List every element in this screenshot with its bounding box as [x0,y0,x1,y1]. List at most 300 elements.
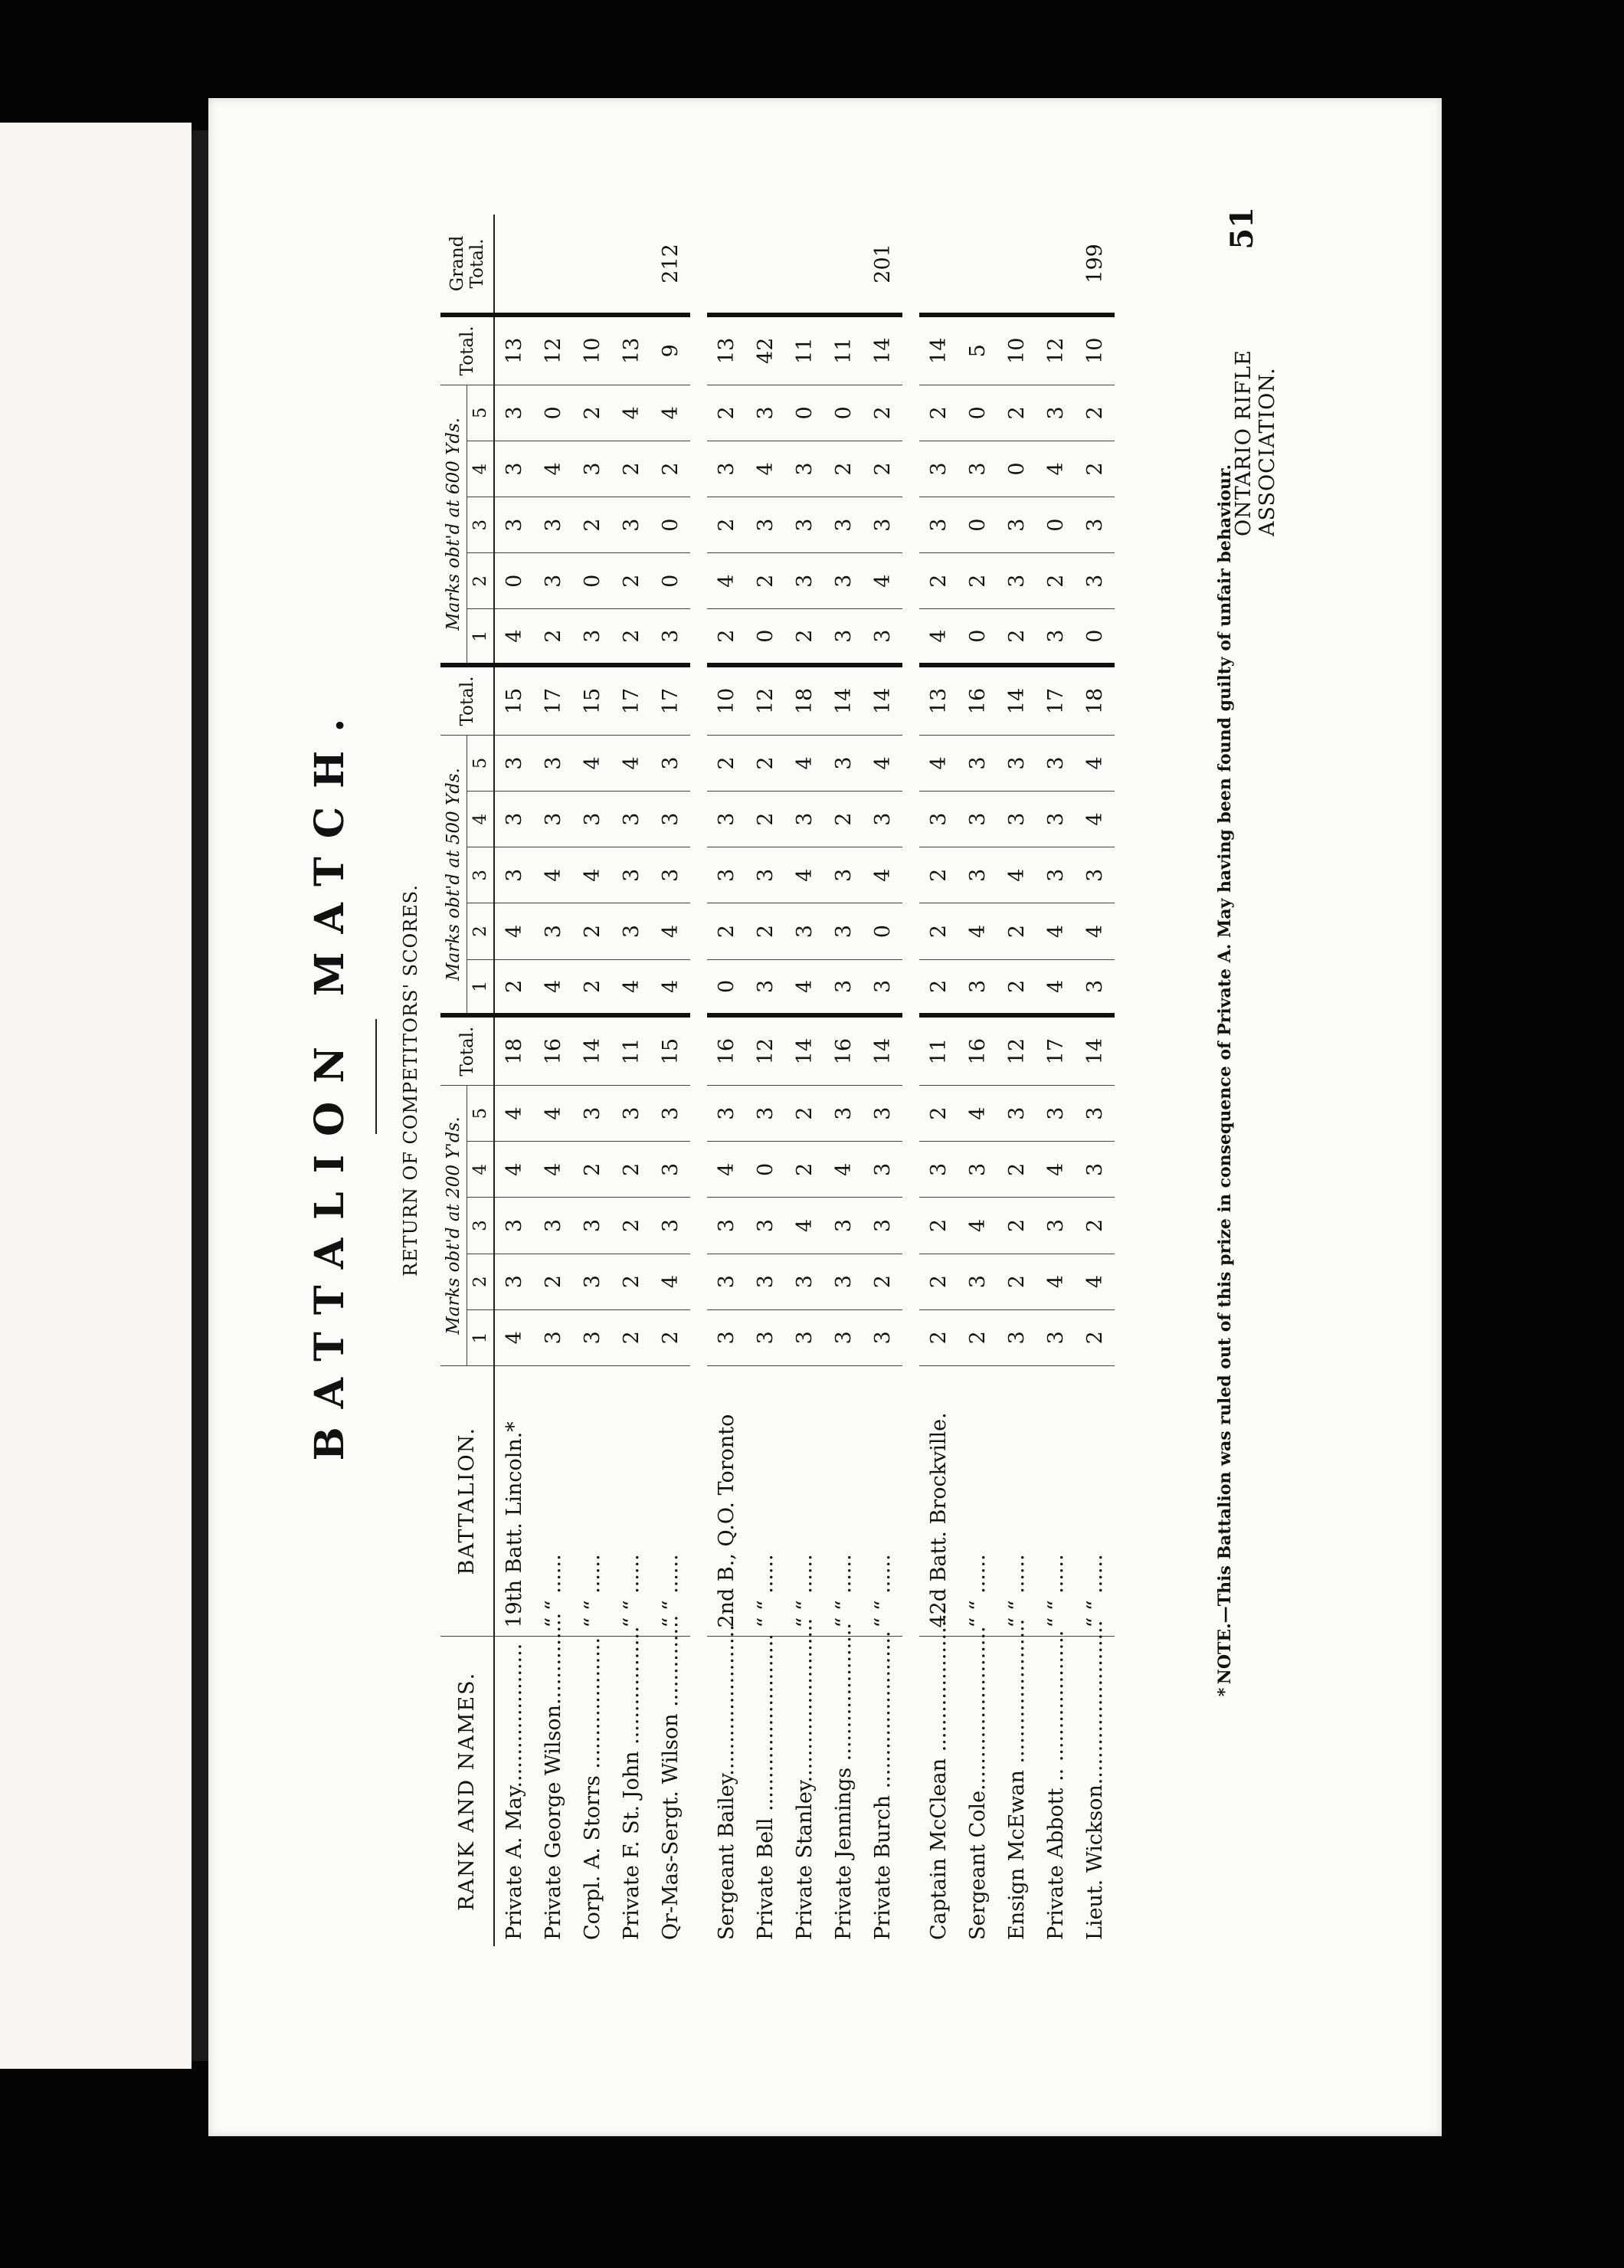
shot-score-cell: 3 [746,1198,785,1254]
range-total-cell: 15 [494,665,534,735]
shot-score-cell: 3 [707,1309,746,1365]
shot-score-cell: 3 [573,1198,612,1254]
grand-total-cell [494,215,534,315]
shot-score-cell: 0 [746,1142,785,1198]
competitor-name: Lieut. Wickson......................... [1083,1620,1107,1940]
shot-number-header-500-4: 4 [467,792,495,847]
shot-score-cell: 3 [958,847,997,903]
header-rank-names: RANK AND NAMES. [440,1636,494,1946]
competitor-name: Private Bell ........................... [754,1634,778,1940]
grand-total-cell [573,215,612,315]
shot-score-cell: 4 [1076,792,1115,847]
battalion-cell: “ “ ...... [573,1365,612,1636]
shot-score-cell: 2 [919,847,958,903]
footnote: * NOTE.—This Battalion was ruled out of this prize in consequence of Private A. May having been found guilty of unfair behaviour. [1215,464,1235,1697]
shot-score-cell: 2 [534,1254,573,1309]
shot-score-cell: 2 [707,609,746,665]
table-row [707,215,746,1946]
battalion-cell: “ “ ...... [863,1365,902,1636]
grand-total-cell [958,215,997,315]
shot-score-cell: 4 [651,385,690,441]
shot-score-cell: 3 [997,792,1036,847]
shot-score-cell: 4 [1076,735,1115,791]
shot-score-cell: 3 [612,847,651,903]
shot-score-cell: 4 [494,1142,534,1198]
grand-total-cell [1036,215,1076,315]
range-total-cell: 11 [919,1015,958,1085]
range-total-cell: 12 [746,665,785,735]
shot-score-cell: 3 [824,959,863,1015]
shot-score-cell: 2 [997,959,1036,1015]
shot-score-cell: 4 [651,903,690,959]
range-total-cell: 14 [573,1015,612,1085]
shot-score-cell: 2 [612,1309,651,1365]
shot-score-cell: 3 [707,1086,746,1142]
shot-score-cell: 4 [1036,441,1076,497]
shot-score-cell: 3 [1036,847,1076,903]
shot-score-cell: 2 [919,1198,958,1254]
header-total-600: Total. [440,315,494,385]
shot-score-cell: 3 [534,735,573,791]
shot-score-cell: 3 [997,1086,1036,1142]
shot-score-cell: 3 [651,847,690,903]
table-row [785,215,824,1946]
range-total-cell: 17 [534,665,573,735]
shot-score-cell: 2 [997,1254,1036,1309]
range-total-cell: 11 [824,315,863,385]
range-total-cell: 42 [746,315,785,385]
rotated-page-content [306,207,1302,1946]
shot-score-cell: 4 [997,847,1036,903]
competitor-name: Private A. May...................... [503,1643,526,1940]
shot-score-cell: 3 [651,792,690,847]
shot-score-cell: 2 [573,385,612,441]
range-total-cell: 14 [863,315,902,385]
shot-score-cell: 4 [1036,1142,1076,1198]
shot-score-cell: 2 [746,735,785,791]
shot-score-cell: 2 [863,441,902,497]
shot-score-cell: 0 [494,553,534,609]
shot-score-cell: 0 [997,441,1036,497]
title-divider [375,1019,377,1134]
shot-score-cell: 2 [746,903,785,959]
shot-score-cell: 2 [573,497,612,553]
shot-score-cell: 3 [919,441,958,497]
shot-score-cell: 2 [997,1142,1036,1198]
competitor-name: Private Jennings ..................... [832,1622,856,1940]
header-group-500: Marks obt'd at 500 Yds. [440,735,467,1015]
shot-score-cell: 4 [651,959,690,1015]
shot-score-cell: 0 [824,385,863,441]
shot-number-header-500-5: 5 [467,735,495,791]
grand-total-cell: 201 [863,215,902,315]
shot-score-cell: 0 [785,385,824,441]
shot-score-cell: 3 [863,497,902,553]
shot-score-cell: 4 [785,959,824,1015]
shot-score-cell: 3 [707,847,746,903]
shot-score-cell: 3 [612,1086,651,1142]
shot-score-cell: 3 [746,1086,785,1142]
shot-score-cell: 2 [958,553,997,609]
shot-score-cell: 2 [824,792,863,847]
shot-score-cell: 4 [612,385,651,441]
shot-score-cell: 4 [919,735,958,791]
shot-score-cell: 4 [958,1086,997,1142]
range-total-cell: 17 [1036,1015,1076,1085]
range-total-cell: 14 [824,665,863,735]
shot-score-cell: 4 [494,903,534,959]
shot-number-header-200-2: 2 [467,1254,495,1309]
competitor-name: Captain McClean ...................... [927,1607,951,1940]
shot-score-cell: 2 [1076,1309,1115,1365]
left-page-fragment [0,123,192,2069]
shot-number-header-200-1: 1 [467,1309,495,1365]
shot-score-cell: 3 [919,497,958,553]
scores-table [440,215,1115,1946]
competitor-name: Corpl. A. Storrs .................... [581,1637,604,1940]
range-total-cell: 14 [785,1015,824,1085]
battalion-cell: “ “ ...... [824,1365,863,1636]
shot-score-cell: 3 [746,847,785,903]
battalion-cell: “ “ ...... [612,1365,651,1636]
shot-score-cell: 3 [824,609,863,665]
shot-score-cell: 3 [1076,497,1115,553]
shot-score-cell: 3 [746,1254,785,1309]
shot-score-cell: 3 [494,792,534,847]
shot-number-header-500-3: 3 [467,847,495,903]
shot-score-cell: 0 [1036,497,1076,553]
shot-score-cell: 3 [494,385,534,441]
shot-score-cell: 3 [997,735,1036,791]
shot-score-cell: 2 [919,1309,958,1365]
shot-number-header-500-2: 2 [467,903,495,959]
shot-number-header-600-3: 3 [467,497,495,553]
shot-score-cell: 3 [494,735,534,791]
battalion-cell: “ “ ...... [958,1365,997,1636]
shot-score-cell: 3 [785,792,824,847]
shot-score-cell: 4 [1076,1254,1115,1309]
table-row [958,215,997,1946]
shot-score-cell: 4 [1076,903,1115,959]
shot-score-cell: 3 [494,497,534,553]
shot-score-cell: 4 [746,441,785,497]
shot-score-cell: 2 [1076,1198,1115,1254]
group-spacer [902,215,919,1946]
range-total-cell: 11 [785,315,824,385]
shot-score-cell: 3 [1036,735,1076,791]
shot-score-cell: 2 [612,441,651,497]
competitor-name: Private Burch ........................ [871,1631,895,1940]
shot-score-cell: 3 [824,903,863,959]
shot-score-cell: 3 [534,553,573,609]
table-row [573,215,612,1946]
shot-score-cell: 2 [651,441,690,497]
range-total-cell: 13 [612,315,651,385]
shot-score-cell: 3 [1076,847,1115,903]
shot-score-cell: 3 [1036,385,1076,441]
grand-total-cell [824,215,863,315]
group-spacer-cell [690,215,707,1946]
table-row [919,215,958,1946]
shot-score-cell: 2 [494,959,534,1015]
shot-score-cell: 3 [863,1198,902,1254]
shot-score-cell: 2 [863,385,902,441]
shot-score-cell: 3 [612,903,651,959]
competitor-name: Ensign McEwan ...................... [1005,1618,1029,1940]
shot-score-cell: 4 [707,1142,746,1198]
shot-score-cell: 2 [785,609,824,665]
shot-score-cell: 3 [573,1254,612,1309]
competitor-name: Private Stanley......................... [793,1617,817,1940]
shot-score-cell: 2 [863,1254,902,1309]
shot-score-cell: 3 [997,1309,1036,1365]
shot-number-header-200-3: 3 [467,1198,495,1254]
shot-score-cell: 3 [651,609,690,665]
shot-score-cell: 2 [919,903,958,959]
shot-score-cell: 0 [746,609,785,665]
table-row [1076,215,1115,1946]
shot-score-cell: 3 [863,1309,902,1365]
range-total-cell: 18 [494,1015,534,1085]
shot-score-cell: 3 [958,441,997,497]
competitor-name: Private George Wilson.............. [542,1612,565,1940]
shot-score-cell: 3 [958,1254,997,1309]
range-total-cell: 11 [612,1015,651,1085]
shot-score-cell: 3 [824,1086,863,1142]
shot-score-cell: 3 [824,1198,863,1254]
range-total-cell: 14 [919,315,958,385]
grand-total-cell: 212 [651,215,690,315]
range-total-cell: 18 [785,665,824,735]
range-total-cell: 13 [494,315,534,385]
table-row [651,215,690,1946]
shot-score-cell: 4 [494,1086,534,1142]
shot-score-cell: 3 [824,847,863,903]
range-total-cell: 15 [651,1015,690,1085]
shot-score-cell: 2 [573,959,612,1015]
shot-score-cell: 3 [612,792,651,847]
range-total-cell: 5 [958,315,997,385]
shot-score-cell: 2 [919,1086,958,1142]
shot-score-cell: 3 [958,959,997,1015]
shot-score-cell: 4 [1036,959,1076,1015]
header-total-500: Total. [440,665,494,735]
shot-score-cell: 2 [746,792,785,847]
range-total-cell: 15 [573,665,612,735]
shot-score-cell: 2 [612,609,651,665]
shot-score-cell: 3 [863,1142,902,1198]
shot-score-cell: 3 [1036,1309,1076,1365]
battalion-cell: “ “ ...... [1036,1365,1076,1636]
running-head: ONTARIO RIFLE ASSOCIATION. [1232,349,1279,536]
battalion-cell: 2nd B., Q.O. Toronto [707,1365,746,1636]
shot-score-cell: 3 [1036,609,1076,665]
shot-score-cell: 3 [651,1086,690,1142]
shot-score-cell: 4 [707,553,746,609]
shot-score-cell: 2 [612,1198,651,1254]
grand-total-cell [919,215,958,315]
shot-score-cell: 2 [919,959,958,1015]
shot-score-cell: 4 [534,1086,573,1142]
battalion-cell: 42d Batt. Brockville. [919,1365,958,1636]
grand-total-cell [785,215,824,315]
shot-score-cell: 2 [612,553,651,609]
table-row [824,215,863,1946]
shot-score-cell: 2 [785,1086,824,1142]
shot-score-cell: 3 [824,1254,863,1309]
battalion-cell: 19th Batt. Lincoln.* [494,1365,534,1636]
shot-score-cell: 4 [785,1198,824,1254]
shot-score-cell: 3 [1076,1086,1115,1142]
shot-score-cell: 4 [785,847,824,903]
shot-score-cell: 2 [997,609,1036,665]
shot-number-header-200-5: 5 [467,1086,495,1142]
competitor-name: Private F. St. John .................. [620,1626,643,1940]
shot-score-cell: 3 [707,792,746,847]
shot-score-cell: 3 [534,903,573,959]
shot-score-cell: 3 [997,497,1036,553]
table-row [997,215,1036,1946]
range-total-cell: 17 [651,665,690,735]
battalion-cell: “ “ ...... [651,1365,690,1636]
shot-score-cell: 4 [494,609,534,665]
shot-score-cell: 2 [1076,441,1115,497]
shot-score-cell: 0 [651,553,690,609]
shot-score-cell: 3 [958,792,997,847]
range-total-cell: 12 [746,1015,785,1085]
shot-score-cell: 4 [785,735,824,791]
shot-score-cell: 3 [863,959,902,1015]
shot-score-cell: 3 [1076,959,1115,1015]
range-total-cell: 10 [1076,315,1115,385]
shot-score-cell: 4 [534,1142,573,1198]
shot-score-cell: 3 [863,609,902,665]
table-row [534,215,573,1946]
shot-score-cell: 0 [707,959,746,1015]
shot-score-cell: 2 [651,1309,690,1365]
shot-score-cell: 4 [612,959,651,1015]
header-group-600: Marks obt'd at 600 Yds. [440,385,467,665]
header-group-200: Marks obt'd at 200 Y'ds. [440,1086,467,1366]
table-row [863,215,902,1946]
shot-score-cell: 2 [1076,385,1115,441]
shot-score-cell: 3 [573,609,612,665]
shot-score-cell: 2 [997,903,1036,959]
range-total-cell: 18 [1076,665,1115,735]
shot-score-cell: 3 [958,1142,997,1198]
shot-score-cell: 3 [573,1086,612,1142]
shot-score-cell: 3 [958,735,997,791]
range-total-cell: 14 [1076,1015,1115,1085]
book-gutter [192,130,208,2061]
shot-score-cell: 3 [494,1198,534,1254]
shot-number-header-500-1: 1 [467,959,495,1015]
shot-number-header-600-4: 4 [467,441,495,497]
shot-score-cell: 3 [573,1309,612,1365]
shot-score-cell: 0 [958,385,997,441]
grand-total-cell [534,215,573,315]
range-total-cell: 17 [612,665,651,735]
shot-score-cell: 3 [824,1309,863,1365]
shot-score-cell: 3 [785,903,824,959]
range-total-cell: 17 [1036,665,1076,735]
shot-number-header-600-2: 2 [467,553,495,609]
shot-score-cell: 4 [958,1198,997,1254]
header-battalion: BATTALION. [440,1365,494,1636]
shot-score-cell: 2 [707,903,746,959]
battalion-cell: “ “ ...... [785,1365,824,1636]
shot-score-cell: 4 [824,1142,863,1198]
shot-score-cell: 3 [573,441,612,497]
competitor-name: Qr-Mas-Sergt. Wilson .............. [659,1614,683,1940]
shot-score-cell: 3 [824,497,863,553]
shot-score-cell: 4 [651,1254,690,1309]
shot-score-cell: 3 [534,792,573,847]
shot-score-cell: 4 [534,441,573,497]
shot-score-cell: 2 [534,609,573,665]
grand-total-cell: 199 [1076,215,1115,315]
shot-number-header-200-4: 4 [467,1142,495,1198]
shot-score-cell: 2 [612,1254,651,1309]
shot-score-cell: 2 [919,553,958,609]
page-number: 51 [1224,207,1260,250]
shot-score-cell: 3 [863,792,902,847]
shot-score-cell: 2 [707,497,746,553]
shot-score-cell: 3 [746,385,785,441]
shot-score-cell: 4 [863,847,902,903]
range-total-cell: 16 [958,665,997,735]
shot-score-cell: 3 [612,497,651,553]
page-subtitle: RETURN OF COMPETITORS' SCORES. [400,884,421,1277]
shot-score-cell: 3 [707,1254,746,1309]
shot-score-cell: 4 [573,847,612,903]
table-row [612,215,651,1946]
grand-total-cell [746,215,785,315]
shot-score-cell: 3 [919,792,958,847]
range-total-cell: 14 [997,665,1036,735]
range-total-cell: 12 [997,1015,1036,1085]
range-total-cell: 10 [997,315,1036,385]
shot-score-cell: 3 [651,1198,690,1254]
header-total-200: Total. [440,1015,494,1085]
shot-score-cell: 2 [997,385,1036,441]
shot-score-cell: 3 [746,1309,785,1365]
shot-score-cell: 4 [612,735,651,791]
shot-score-cell: 4 [494,1309,534,1365]
shot-score-cell: 0 [958,497,997,553]
range-total-cell: 9 [651,315,690,385]
table-row [746,215,785,1946]
shot-score-cell: 0 [1076,609,1115,665]
shot-score-cell: 3 [1076,553,1115,609]
battalion-cell: “ “ ...... [997,1365,1036,1636]
shot-score-cell: 3 [997,553,1036,609]
grand-total-cell [707,215,746,315]
battalion-cell: “ “ ...... [1076,1365,1115,1636]
shot-score-cell: 2 [997,1198,1036,1254]
shot-score-cell: 4 [958,903,997,959]
shot-score-cell: 4 [863,553,902,609]
shot-score-cell: 3 [494,847,534,903]
shot-score-cell: 2 [919,1254,958,1309]
range-total-cell: 14 [863,665,902,735]
shot-score-cell: 2 [573,903,612,959]
shot-score-cell: 4 [1036,903,1076,959]
shot-score-cell: 3 [534,1309,573,1365]
range-total-cell: 13 [919,665,958,735]
shot-score-cell: 2 [707,735,746,791]
shot-score-cell: 2 [746,553,785,609]
